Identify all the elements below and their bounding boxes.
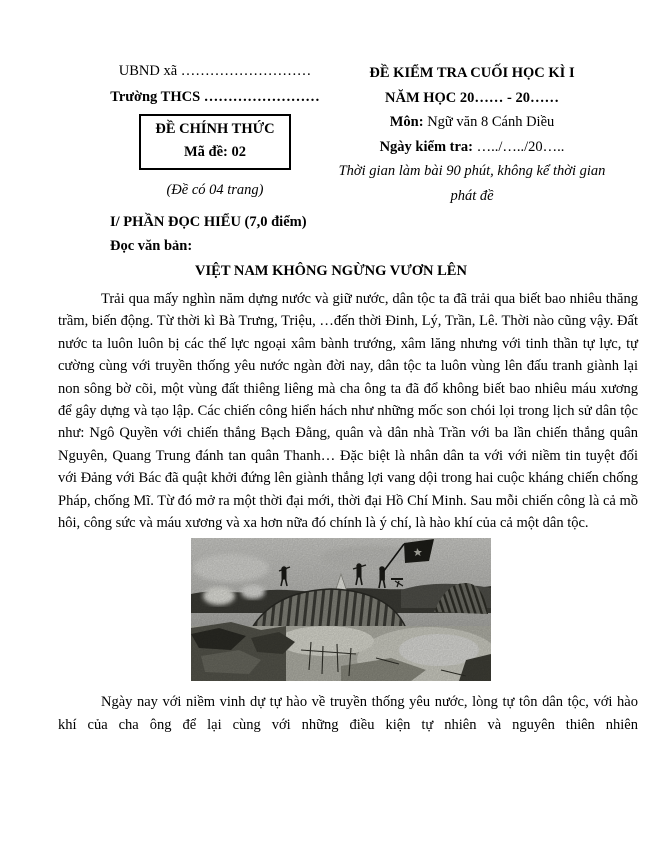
exam-header [58,56,638,210]
official-exam-label: ĐỀ CHÍNH THỨC [155,121,275,137]
exam-date-value: …../…../20….. [472,138,565,155]
dien-bien-phu-victory-photo [191,538,491,681]
header-left-column [75,58,355,203]
reading-paragraph-2: Ngày nay với niềm vinh dự tự hào về truyền thống yêu nước, lòng tự tôn dân tộc, với hào khí của cha ông để lại cùng với những điều kiện tự nhiên và nguyên thiên nhiên [58,694,638,733]
reading-passage-title: VIỆT NAM KHÔNG NGỪNG VƯƠN LÊN [195,263,467,279]
school-year-line: NĂM HỌC 20…… - 20…… [385,89,559,106]
reading-instruction: Đọc văn bản: [110,238,193,254]
school-name-line: Trường THCS …………………… [110,89,320,105]
exam-title-line: ĐỀ KIỂM TRA CUỐI HỌC KÌ I [369,65,575,81]
exam-date-label: Ngày kiểm tra: [379,138,473,155]
subject-value: Ngữ văn 8 Cánh Diều [423,114,555,130]
exam-code: Mã đề: 02 [183,144,246,160]
reading-section-heading: I/ PHẦN ĐỌC HIỂU (7,0 điểm) [110,214,307,230]
subject-label: Môn: [389,114,424,130]
subject-line [330,110,614,135]
issuer-line: UBND xã ……………………… [118,63,312,79]
duration-note: Thời gian làm bài 90 phút, không kể thời gian phát đề [338,163,606,204]
official-exam-box [139,114,290,170]
exam-date-line [330,135,614,160]
page-count-note: (Đề có 04 trang) [166,182,264,198]
header-right-column [330,61,614,208]
reading-paragraph-1: Trải qua mấy nghìn năm dựng nước và giữ nước, dân tộc ta đã trải qua biết bao nhiêu thăng trầm, biến động. Từ thời kì Bà Trưng, Triệu, …đến thời Đinh, Lý, Trần, Lê. Thời nào cũng vậy. Đất nước ta luôn luôn bị các thế lực ngoại xâm bành trướng, xâm lăng nhưng với tinh thần tự lực, tự cường cùng với truyền thống yêu nước ngàn đời nay, dân tộc ta luôn vùng lên đấu tranh giành lại non sông bờ cõi, một vùng đất thiêng liêng mà cha ông ta đã đổ không biết bao nhiêu máu xương để gây dựng và tạo lập. Các chiến công hiển hách như những mốc son chói lọi trong lịch sử dân tộc như: Ngô Quyền với chiến thắng Bạch Đằng, quân và dân nhà Trần với ba lần chiến thắng quân Nguyên, Quang Trung đánh tan quân Thanh… Đặc biệt là nhân dân ta với với niềm tin tuyệt đối với Đảng với Bác đã quật khởi đứng lên giành thắng lợi vang dội trong hai cuộc kháng chiến chống Pháp, chống Mĩ. Từ đó mở ra một thời đại mới, thời đại Hồ Chí Minh. Sau mỗi chiến công là cả mồ hôi, công sức và máu xương và xa hơn nữa đó chính là ý chí, là hào khí của cả một dân tộc. [58,291,638,532]
